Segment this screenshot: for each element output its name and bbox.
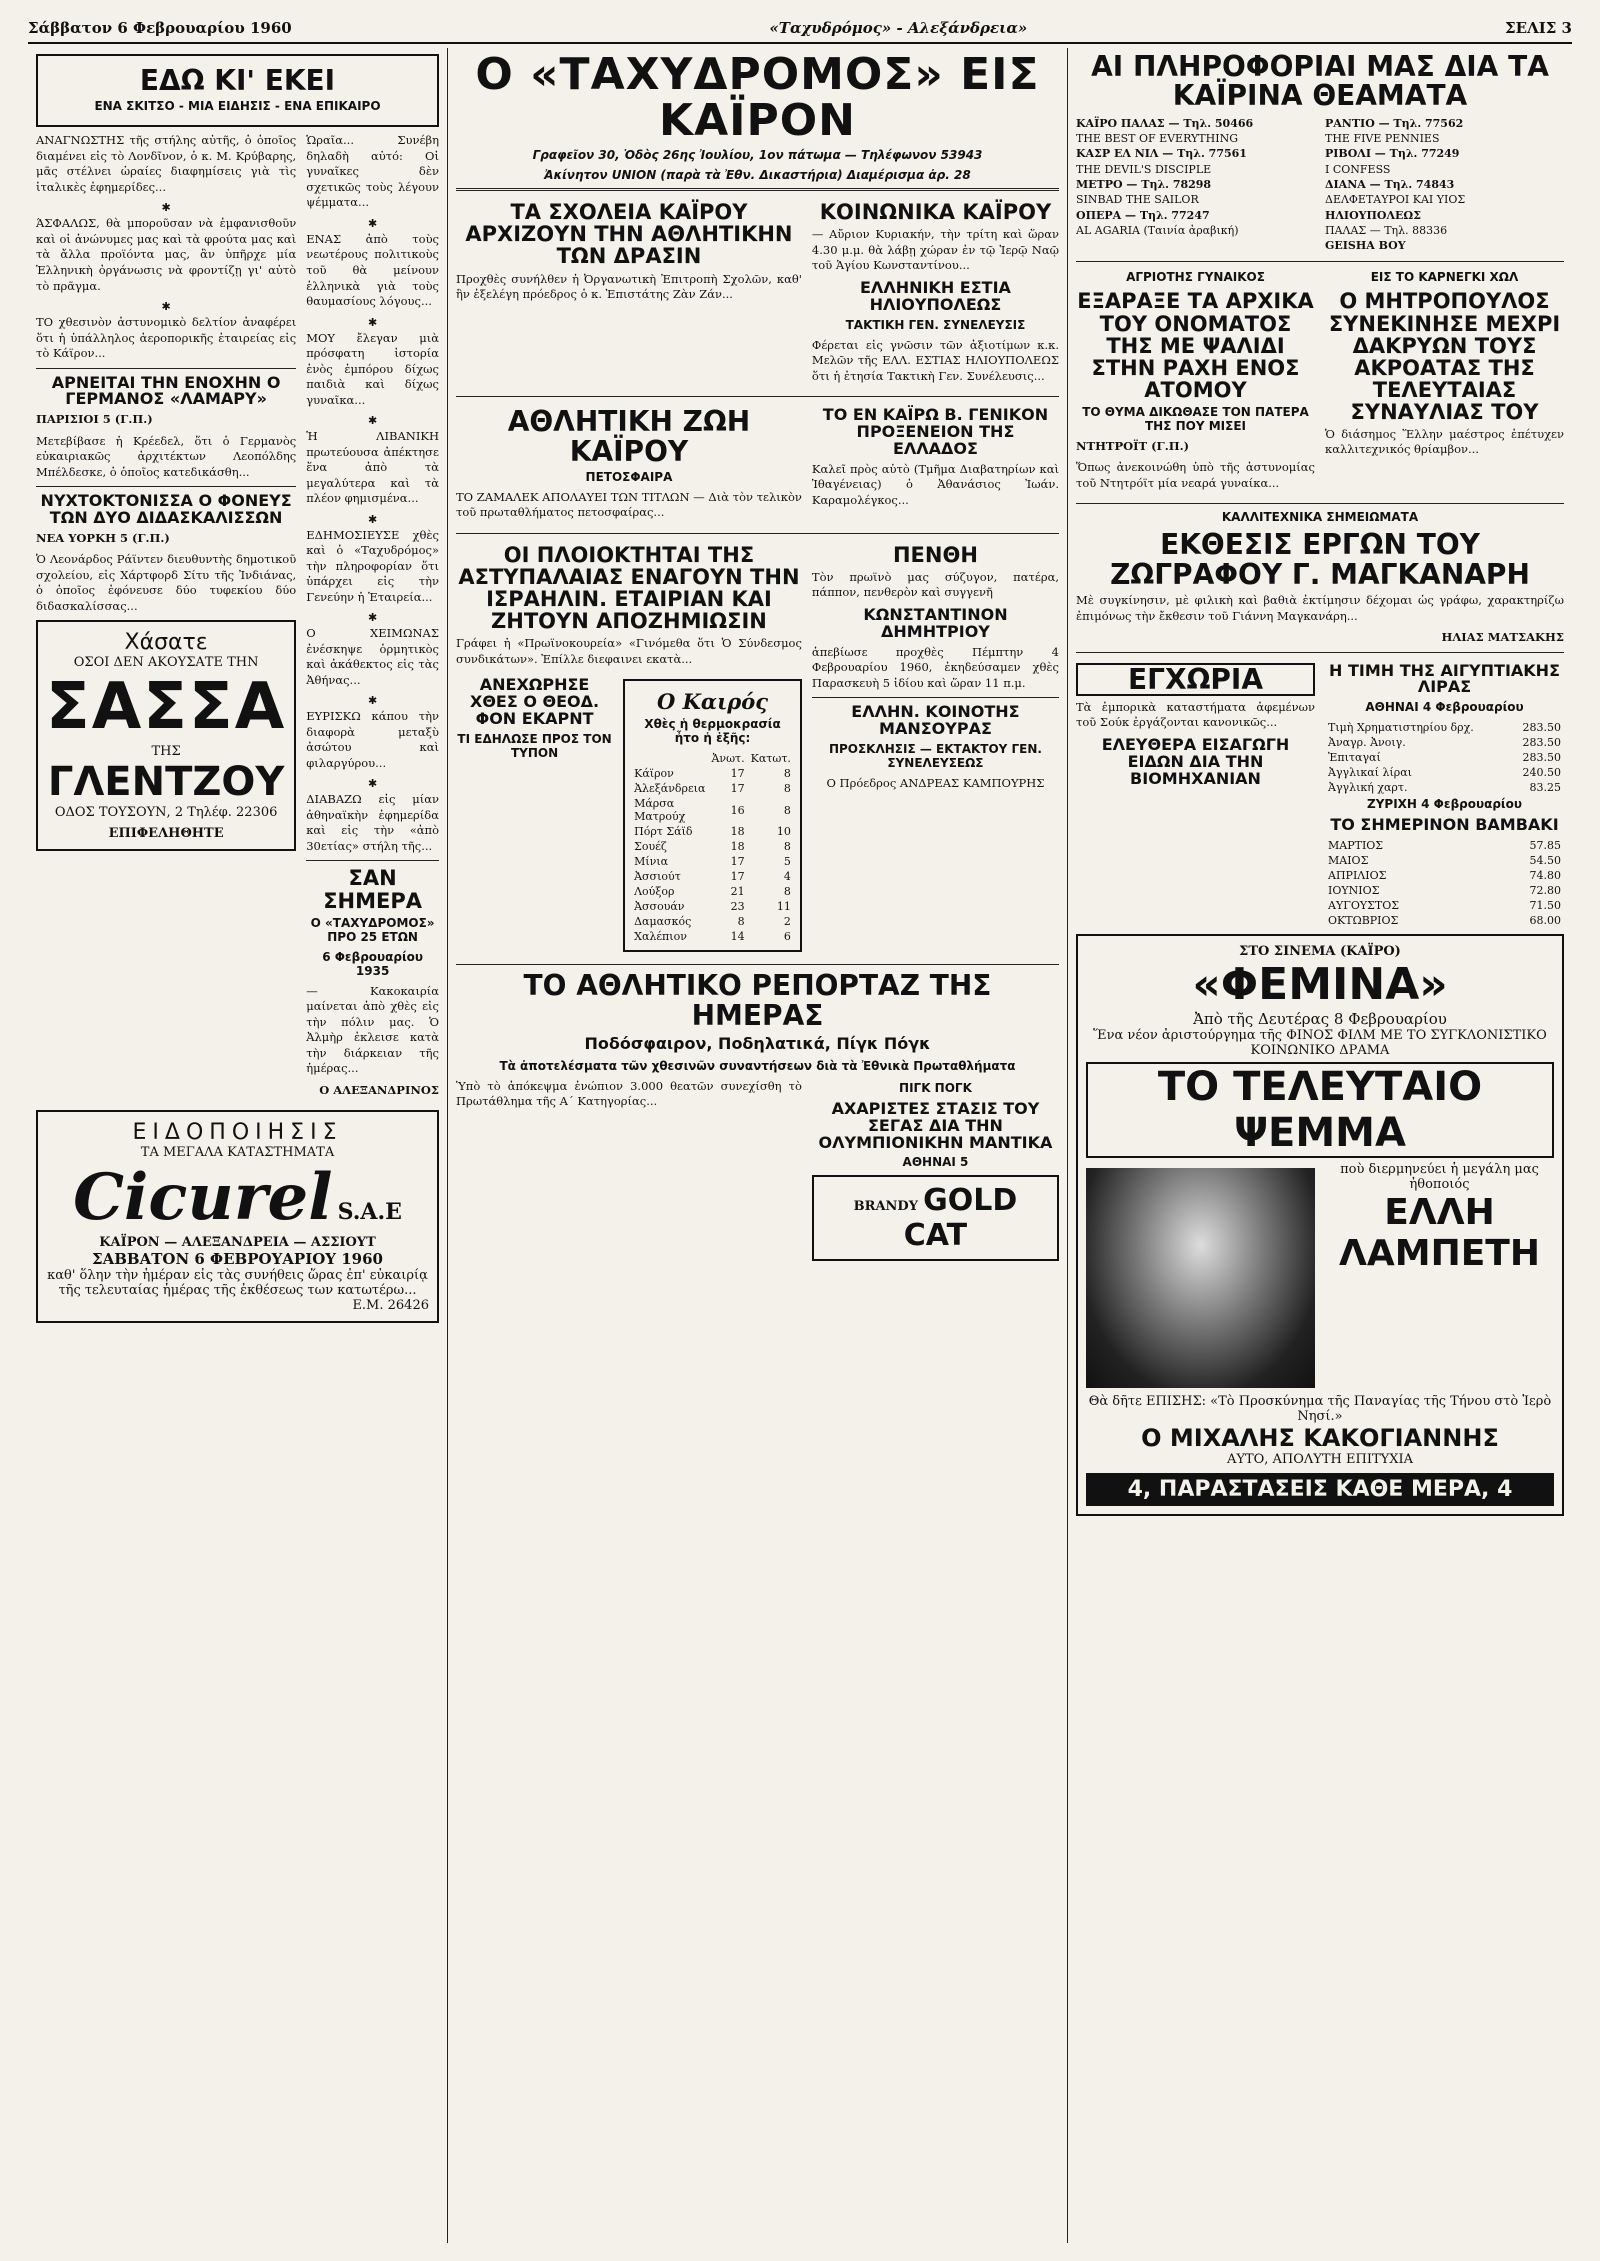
weather-cell: 21 [730, 885, 745, 899]
weather-cell: 17 [730, 782, 745, 796]
headline-estia: ΕΛΛΗΝΙΚΗ ΕΣΤΙΑ ΗΛΙΟΥΠΟΛΕΩΣ [860, 277, 1011, 314]
column-left: ΕΔΩ ΚΙ' ΕΚΕΙ ΕΝΑ ΣΚΙΤΣΟ - ΜΙΑ ΕΙΔΗΣΙΣ - ΕΝΑ ΕΠΙΚΑΙΡΟ ΑΝΑΓΝΩΣΤΗΣ τῆς στήλης αὐτῆς, ὁ ὁποῖος διαμένει εἰς τὸ Λονδῖνον, ὁ κ. Μ. Κρύβαρης, μᾶς στέλνει ὡραίες διαφημίσεις γιὰ τὶς ἰταλικὲς ἐφημερίδες... ✱ ΆΣΦΑΛΩΣ, θὰ μποροῦσαν νὰ ἐμφανισθοῦν καὶ οἱ ἀνώνυμες μας καὶ τὰ φρούτα μας καὶ τὰ ἄλλα προϊόντα μας, ἂν ὑπῆρχε μία Ἑλληνικὴ ὀργάνωσις νὰ φροντίζῃ γι' αὐτὸ τὸ πρᾶγμα. ✱ ΤΟ χθεσινὸν ἀστυνομικὸ δελτίον ἀναφέρει ὅτι ἡ ὑπάλληλος ἀεροπορικῆς ἑταιρείας εἰς τὸ Κάϊρον... ΑΡΝΕΙΤΑΙ ΤΗΝ ΕΝΟΧΗΝ Ο ΓΕΡΜΑΝΟΣ «ΛΑΜΑΡΥ» ΠΑΡΙΣΙΟΙ 5 (Γ.Π.) Μετεβίβασε ἡ Κρέεδελ, ὅτι ὁ Γερμανὸς εὐκαιριακῶς ἀρχιτέκτων Λεοπόλδης Μπέλδεσκε, ὁ ὁποῖος κατεδικάσθη... ΝΥΧΤΟΚΤΟΝΙΣΣΑ Ο ΦΟΝΕΥΣ ΤΩΝ ΔΥΟ ΔΙΔΑΣΚΑΛΙΣΣΩΝ ΝΕΑ ΥΟΡΚΗ 5 (Γ.Π.) Ὁ Λεονάρδος Ράϊντεν διευθυντὴς δημοτικοῦ σχολείου, εἰς Χάρτφορδ Σίτυ τῆς Ἰνδιάνας, ὁ ὁποῖος ἐφόνευσε δύο τυφεκίου δύο διδασκαλίσσας... Χάσατε ΟΣΟΙ ΔΕΝ ΑΚΟΥΣΑΤΕ ΤΗΝ ΣΑΣΣΑ ΤΗΣ ΓΛΕΝΤΖΟΥ ΟΔΟΣ ΤΟΥΣΟΥΝ, 2 Τηλέφ. 22306 ΕΠΙΦΕΛΗΘΗΤΕ Ὡραῖα... Συνέβη δηλαδὴ αὐτό: Οἱ γυναῖκες δὲν σχετικῶς τοὺς λέγουν ψέμματα... ✱ ΕΝΑΣ ἀπὸ τοὺς νεωτέρους πολιτικοὺς τοῦ θὰ μείνουν ἑλληνικὰ γιὰ τοὺς θαυμασίους λόγους... ✱ ΜΟΥ ἔλεγαν μιὰ πρόσφατη ἱστορία ἑνὸς ἐμπόρου δίχως παιδιὰ καὶ δίχως γυναῖκα... ✱ Ἡ ΛΙΒΑΝΙΚΗ πρωτεύουσα ἀπέκτησε ἕνα ἀπὸ τὰ μεγαλύτερα καὶ τὰ πλέον φημισμένα... ✱ ΕΔΗΜΟΣΙΕΥΣΕ χθὲς καὶ ὁ «Ταχυδρόμος» τὴν πληροφορίαν ὅτι ὑπάρχει εἰς τὴν Γενεύην ἡ Ἑταιρεία... ✱ Ο ΧΕΙΜΩΝΑΣ ἐνέσκηψε ὁρμητικὸς καὶ ἀκάθεκτος εἰς τὰς Ἀθήνας... ✱ ΕΥΡΙΣΚΩ κάπου τὴν διαφορὰ μεταξὺ ἀσώτου καὶ φιλαργύρου... ✱ ΔΙΑΒΑΖΩ εἰς μίαν ἀθηναϊκὴν ἐφημερίδα καὶ εἰς τὴν «ἀπὸ 30ετίας» στήλη τῆς... ΣΑΝ ΣΗΜΕΡΑ Ο «ΤΑΧΥΔΡΟΜΟΣ» ΠΡΟ 25 ΕΤΩΝ 6 Φεβρουαρίου 1935 — Κακοκαιρία μαίνεται ἀπὸ χθὲς εἰς τὴν πόλιν μας. Ὁ Ἀλμὴρ ἐκλεισε κατὰ τὴν διάρκειαν τῆς ἡμέρας... Ο ΑΛΕΞΑΝΔΡΙΝΟΣ ΕΙΔΟΠΟΙΗΣΙΣ ΤΑ ΜΕΓΑΛΑ ΚΑΤΑΣΤΗΜΑΤΑ Cicurel S.A.E ΚΑΪΡΟΝ — ΑΛΕΞΑΝΔΡΕΙΑ — ΑΣΣΙΟΥΤ ΣΑΒΒΑΤΟΝ 6 ΦΕΒΡΟΥΑΡΙΟΥ 1960 καθ' ὅλην τὴν ἡμέραν εἰς τὰς συνήθεις ὥρας ἐπ' εὐκαιρίᾳ τῆς τελευταίας ἡμέρας τῆς ἐκθέσεως των κατωτέρω... Ε.Μ. 26426 [28, 48, 448, 2243]
article-paragraph: Ὑπὸ τὸ ἀπόκεψμα ἐνώπιον 3.000 θεατῶν συνεχίσθη τὸ Πρωτάθλημα τῆς Α΄ Κατηγορίας... [456, 1078, 802, 1109]
weather-cell: 18 [730, 825, 745, 839]
lira-title2: ΖΥΡΙΧΗ 4 Φεβρουαρίου [1367, 797, 1522, 812]
cinema-listings [1076, 115, 1564, 256]
cinema-listing: I CONFESS [1325, 162, 1391, 176]
cotton-row [1325, 868, 1564, 883]
edo-title: ΕΔΩ ΚΙ' ΕΚΕΙ [139, 64, 336, 97]
cinema-listing: ΠΑΛΑΣ — Τηλ. 88336 [1325, 223, 1448, 237]
headline-arneitai: ΑΡΝΕΙΤΑΙ ΤΗΝ ΕΝΟΧΗΝ Ο ΓΕΡΜΑΝΟΣ «ΛΑΜΑΡΥ» [51, 372, 281, 409]
cinema-listing: ΚΑΪΡΟ ΠΑΛΑΣ — Τηλ. 50466 [1076, 116, 1254, 130]
article-paragraph: ΜΟΥ ἔλεγαν μιὰ πρόσφατη ἱστορία ἑνὸς ἐμπόρου δίχως παιδιὰ καὶ δίχως γυναῖκα... [306, 330, 439, 407]
san-simera-date: 6 Φεβρουαρίου 1935 [322, 949, 423, 978]
newspaper-page [28, 18, 1572, 2243]
cotton-row [1325, 838, 1564, 853]
weather-cell: Μάρσα Ματρούχ [634, 797, 686, 824]
headline-athlitiki: ΑΘΛΗΤΙΚΗ ΖΩΗ ΚΑΪΡΟΥ [507, 405, 751, 468]
san-simera-sub: Ο «ΤΑΧΥΔΡΟΜΟΣ» ΠΡΟ 25 ΕΤΩΝ [310, 915, 435, 944]
article-paragraph: Ὅπως ἀνεκοινώθη ὑπὸ τῆς ἀστυνομίας τοῦ Ντητρόϊτ μία νεαρά γυναίκα... [1076, 460, 1315, 490]
section-address: Γραφεῖον 30, Ὁδὸς 26ης Ἰουλίου, 1ον πάτωμα — Τηλέφωνον 53943 [532, 148, 983, 163]
cotton-cell: 68.00 [1529, 913, 1561, 927]
ad-line: ΤΗΣ [151, 744, 181, 760]
lira-dateline: ΑΘΗΝΑΙ 4 Φεβρουαρίου [1365, 700, 1524, 715]
ad-line: Χάσατε [124, 630, 208, 656]
cinema-listing: AL AGARIA (Ταινία ἀραβική) [1076, 223, 1239, 237]
ad-top2: ΤΑ ΜΕΓΑΛΑ ΚΑΤΑΣΤΗΜΑΤΑ [140, 1145, 335, 1161]
brandy-label: BRANDY [853, 1199, 918, 1215]
femina-director: Ο ΜΙΧΑΛΗΣ ΚΑΚΟΓΙΑΝΝΗΣ [1141, 1423, 1499, 1452]
weather-row [631, 766, 794, 781]
article-paragraph: ΆΣΦΑΛΩΣ, θὰ μποροῦσαν νὰ ἐμφανισθοῦν καὶ οἱ ἀνώνυμες μας καὶ τὰ φρούτα μας καὶ τὰ ἄλλα προϊόντα μας, ἂν ὑπῆρχε μία Ἑλληνικὴ ὀργάνωσις νὰ φροντίζῃ γι' αὐτὸ τὸ πρᾶγμα. [36, 216, 297, 293]
weather-cell: 14 [730, 930, 745, 944]
karnegki-kicker: ΕΙΣ ΤΟ ΚΑΡΝΕΓΚΙ ΧΩΛ [1370, 270, 1519, 285]
weather-cell: 18 [730, 840, 745, 854]
femina-note: ποὺ διερμηνεύει ἡ μεγάλη μας ἠθοποιός [1340, 1161, 1539, 1192]
weather-cell: 2 [783, 915, 791, 929]
weather-row [631, 824, 794, 839]
weather-cell: 17 [730, 870, 745, 884]
weather-cell: Ἀσσιούτ [634, 870, 681, 884]
ad-sae: S.A.E [337, 1199, 402, 1226]
headline-anexodos: ΑΝΕΧΩΡΗΣΕ ΧΘΕΣ Ο ΘΕΟΔ. ΦΟΝ ΕΚΑΡΝΤ [469, 675, 600, 728]
lira-cell: Τιμὴ Χρηματιστηρίου δρχ. [1328, 721, 1474, 735]
article-paragraph: Ὁ Λεονάρδος Ράϊντεν διευθυντὴς δημοτικοῦ σχολείου, εἰς Χάρτφορδ Σίτυ τῆς Ἰνδιάνας, ὁ ὁποῖος ἐφόνευσε δύο τυφεκίου δύο διδασκαλίσσας... [36, 552, 297, 613]
article-paragraph: ΤΟ χθεσινὸν ἀστυνομικὸ δελτίον ἀναφέρει ὅτι ἡ ὑπάλληλος ἀεροπορικῆς ἑταιρείας εἰς τὸ Κάϊρον... [36, 315, 297, 361]
cinema-listing: SINBAD THE SAILOR [1076, 193, 1199, 207]
article-paragraph: — Αὔριον Κυριακήν, τὴν τρίτη καὶ ὥραν 4.30 μ.μ. θὰ λάβῃ χώραν ἐν τῷ Ἱερῷ Ναῷ τοῦ Ἁγίου Κωνσταντίνου... [811, 227, 1059, 273]
cotton-cell: 74.80 [1529, 868, 1561, 882]
headline-lira: Η ΤΙΜΗ ΤΗΣ ΑΙΓΥΠΤΙΑΚΗΣ ΛΙΡΑΣ [1329, 660, 1560, 697]
header-page: ΣΕΛΙΣ 3 [1505, 19, 1572, 37]
article-paragraph: Τὰ ἐμπορικὰ καταστήματα ἀφεμένων τοῦ Σούκ ἐργάζονται κανονικῶς... [1076, 699, 1315, 730]
femina-desc: Ἕνα νέον ἀριστούργημα τῆς ΦΙΝΟΣ ΦΙΛΜ ΜΕ ΤΟ ΣΥΓΚΛΟΝΙΣΤΙΚΟ ΚΟΙΝΩΝΙΚΟ ΔΡΑΜΑ [1093, 1027, 1547, 1058]
article-paragraph: ΤΟ ΖΑΜΑΛΕΚ ΑΠΟΛΑΥΕΙ ΤΩΝ ΤΙΤΛΩΝ — Διὰ τὸν τελικὸν τοῦ πρωταθλήματος πετοσφαίρας... [456, 489, 802, 520]
weather-cell: Λούξορ [634, 885, 675, 899]
lira-row [1325, 720, 1564, 735]
lira-cell: Ἀγγλική χαρτ. [1328, 781, 1408, 795]
femina-shows: 4, ΠΑΡΑΣΤΑΣΕΙΣ ΚΑΘΕ ΜΕΡΑ, 4 [1086, 1473, 1554, 1506]
cinema-listing: ΚΑΣΡ ΕΛ ΝΙΛ — Τηλ. 77561 [1076, 147, 1247, 161]
actress-photo [1086, 1168, 1315, 1388]
cicurel-logo: Cicurel [73, 1160, 333, 1236]
cinema-listing: ΜΕΤΡΟ — Τηλ. 78298 [1076, 177, 1212, 191]
dateline: ΝΕΑ ΥΟΡΚΗ 5 (Γ.Π.) [36, 530, 170, 545]
article-paragraph: ΑΝΑΓΝΩΣΤΗΣ τῆς στήλης αὐτῆς, ὁ ὁποῖος διαμένει εἰς τὸ Λονδῖνον, ὁ κ. Μ. Κρύβαρης, μᾶς στέλνει ὡραίες διαφημίσεις γιὰ τὶς ἰταλικὲς ἐφημερίδες... [36, 133, 297, 194]
weather-cell: 23 [730, 900, 745, 914]
article-paragraph: Προχθὲς συνήλθεν ἡ Ὀργανωτικὴ Ἐπιτροπὴ Σχολῶν, καθ' ἣν ἐξελέγη πρόεδρος ὁ κ. Ἐπιστάτης Ζὰν Ζάν... [456, 271, 802, 302]
lira-row [1325, 780, 1564, 795]
cinema-listing: ΡΑΝΤΙΟ — Τηλ. 77562 [1325, 116, 1464, 130]
article-paragraph: Τὸν πρωϊνὸ μας σύζυγον, πατέρα, πάππον, πενθερὸν καὶ συγγενῆ [811, 569, 1059, 600]
ad-top: ΕΙΔΟΠΟΙΗΣΙΣ [132, 1120, 343, 1146]
headline-pingpong: ΠΙΓΚ ΠΟΓΚ [899, 1080, 972, 1095]
weather-title: Ο Καιρός [657, 689, 768, 715]
cinema-listing: ΔΕΛΦΕΤΑΥΡΟΙ ΚΑΙ ΥΙΟΣ [1325, 193, 1466, 207]
ad-cicurel [36, 1110, 439, 1323]
sefga-dateline: ΑΘΗΝΑΙ 5 [902, 1155, 969, 1170]
lira-cell: Ἀναγρ. Ἀνοιγ. [1328, 736, 1406, 750]
weather-cell: 11 [776, 900, 791, 914]
cinema-listing: ΟΠΕΡΑ — Τηλ. 77247 [1076, 208, 1210, 222]
brandy-name: GOLD CAT [903, 1183, 1018, 1254]
cotton-cell: 71.50 [1529, 898, 1561, 912]
article-paragraph: ἀπεβίωσε προχθὲς Πέμπτην 4 Φεβρουαρίου 1960, ἐκηδεύσαμεν χθὲς Παρασκευὴ 5 ἰδίου καὶ ὥραν 11 π.μ. [811, 644, 1059, 690]
weather-cell: 4 [783, 870, 791, 884]
cotton-cell: ΑΠΡΙΛΙΟΣ [1328, 868, 1387, 882]
article-paragraph: Μετεβίβασε ἡ Κρέεδελ, ὅτι ὁ Γερμανὸς εὐκαιριακῶς ἀρχιτέκτων Λεοπόλδης Μπέλδεσκε, ὁ ὁποῖος κατεδικάσθη... [36, 433, 297, 479]
weather-col-header [631, 751, 708, 766]
article-paragraph: ΕΔΗΜΟΣΙΕΥΣΕ χθὲς καὶ ὁ «Ταχυδρόμος» τὴν πληροφορίαν ὅτι ὑπάρχει εἰς τὴν Γενεύην ἡ Ἑταιρεία... [306, 527, 439, 604]
weather-cell: Ἀλεξάνδρεια [634, 782, 706, 796]
signature: ΗΛΙΑΣ ΜΑΤΣΑΚΗΣ [1441, 630, 1564, 645]
weather-cell: Πόρτ Σάϊδ [634, 825, 693, 839]
weather-cell: 8 [783, 840, 791, 854]
koinotis-sign: Ο Πρόεδρος ΑΝΔΡΕΑΣ ΚΑΜΠΟΥΡΗΣ [826, 775, 1045, 790]
weather-cell: Ἀσσουάν [634, 900, 685, 914]
weather-cell: 10 [776, 825, 791, 839]
cotton-row [1325, 853, 1564, 868]
cotton-cell: ΟΚΤΩΒΡΙΟΣ [1328, 913, 1399, 927]
ekseraze-sub: ΤΟ ΘΥΜΑ ΔΙΚΩΘΑΣΕ ΤΟΝ ΠΑΤΕΡΑ ΤΗΣ ΠΟΥ ΜΙΣΕΙ [1082, 404, 1309, 433]
cotton-cell: ΜΑΡΤΙΟΣ [1328, 838, 1384, 852]
deceased-name: ΚΩΝΣΤΑΝΤΙΝΟΝ ΔΗΜΗΤΡΙΟΥ [863, 605, 1008, 641]
cinema-listing: THE BEST OF EVERYTHING [1076, 132, 1238, 146]
weather-col-header: Κατωτ. [750, 752, 791, 766]
ad-date: ΣΑΒΒΑΤΟΝ 6 ΦΕΒΡΟΥΑΡΙΟΥ 1960 [92, 1250, 383, 1269]
ad-cities: ΚΑΪΡΟΝ — ΑΛΕΞΑΝΔΡΕΙΑ — ΑΣΣΙΟΥΤ [99, 1235, 376, 1251]
cotton-cell: 57.85 [1529, 838, 1561, 852]
weather-cell: Δαμασκός [634, 915, 692, 929]
ad-femina [1076, 934, 1564, 1516]
header-date: Σάββατον 6 Φεβρουαρίου 1960 [28, 19, 292, 37]
weather-cell: 8 [737, 915, 745, 929]
weather-box [623, 679, 802, 952]
weather-sub: Χθὲς ἡ θερμοκρασία ἦτο ἡ ἑξῆς: [644, 717, 781, 746]
lira-cell: 240.50 [1522, 766, 1561, 780]
edo-header-box [36, 54, 439, 127]
dateline: ΠΑΡΙΣΙΟΙ 5 (Γ.Π.) [36, 412, 153, 427]
ad-brandy [812, 1175, 1059, 1261]
weather-row [631, 781, 794, 796]
femina-film: ΤΟ ΤΕΛΕΥΤΑΙΟ ΨΕΜΜΑ [1086, 1062, 1554, 1158]
article-paragraph: Μὲ συγκίνησιν, μὲ φιλικὴ καὶ βαθιὰ ἐκτίμησιν δέχομαι ὡς γράφω, χαρακτηρίζω ἐπιμόνως τὴν ἔκθεσιν τοῦ Γιάννη Μαγκανάρη... [1076, 593, 1564, 623]
femina-director-sub: ΑΥΤΟ, ΑΠΟΛΥΤΗ ΕΠΙΤΥΧΙΑ [1226, 1451, 1414, 1467]
weather-row [631, 854, 794, 869]
headline-genikon: ΤΟ ΕΝ ΚΑΪΡΩ Β. ΓΕΝΙΚΟΝ ΠΡΟΞΕΝΕΙΟΝ ΤΗΣ ΕΛΛΑΔΟΣ [822, 405, 1049, 458]
lira-cell: Ἀγγλικαί λίραι [1328, 766, 1412, 780]
ad-name2: ΓΛΕΝΤΖΟΥ [47, 759, 285, 806]
cinema-listing: ΗΛΙΟΥΠΟΛΕΩΣ [1325, 208, 1421, 222]
weather-cell: Μίνια [634, 855, 669, 869]
cotton-cell: ΜΑΙΟΣ [1328, 853, 1369, 867]
cotton-cell: 54.50 [1529, 853, 1561, 867]
femina-top: ΣΤΟ ΣΙΝΕΜΑ (ΚΑΪΡΟ) [1239, 943, 1401, 959]
column-middle [448, 48, 1068, 2243]
headline-plioktites: ΟΙ ΠΛΟΙΟΚΤΗΤΑΙ ΤΗΣ ΑΣΤΥΠΑΛΑΙΑΣ ΕΝΑΓΟΥΝ ΤΗΝ ΙΣΡΑΗΛΙΝ. ΕΤΑΙΡΙΑΝ ΚΑΙ ΖΗΤΟΥΝ ΑΠΟΖΗΜΙΩΣΙΝ [458, 542, 800, 634]
headline-egxoria: ΕΓΧΩΡΙΑ [1076, 663, 1315, 696]
headline-plirofories: ΑΙ ΠΛΗΡΟΦΟΡΙΑΙ ΜΑΣ ΔΙΑ ΤΑ ΚΑΪΡΙΝΑ ΘΕΑΜΑΤΑ [1091, 50, 1549, 113]
column-right [1068, 48, 1572, 2243]
dateline: ΝΤΗΤΡΟΪΤ (Γ.Π.) [1076, 438, 1190, 453]
article-paragraph: ΕΝΑΣ ἀπὸ τοὺς νεωτέρους πολιτικοὺς τοῦ θὰ μείνουν ἑλληνικὰ γιὰ τοὺς θαυμασίους λόγους... [306, 231, 439, 309]
section-address: Ἀκίνητον UNION (παρὰ τὰ Ἐθν. Δικαστήρια) Διαμέρισμα ἀρ. 28 [544, 168, 971, 183]
femina-also: Θὰ δῆτε ΕΠΙΣΗΣ: «Τὸ Προσκύνημα τῆς Παναγίας τῆς Τήνου στὸ Ἱερὸ Νησί.» [1088, 1393, 1552, 1424]
weather-cell: 8 [783, 767, 791, 781]
signature: Ο ΑΛΕΞΑΝΔΡΙΝΟΣ [319, 1082, 439, 1097]
cinema-listing: ΔΙΑΝΑ — Τηλ. 74843 [1325, 177, 1455, 191]
femina-name: «ΦΕΜΙΝΑ» [1192, 958, 1448, 1010]
lira-row [1325, 735, 1564, 750]
headline-sefga: ΑΧΑΡΙΣΤΕΣ ΣΤΑΣΙΣ ΤΟΥ ΣΕΓΑΣ ΔΙΑ ΤΗΝ ΟΛΥΜΠΙΟΝΙΚΗΝ ΜΑΝΤΙΚΑ [818, 1098, 1053, 1152]
headline-ektheseis: ΕΚΘΕΣΙΣ ΕΡΓΩΝ ΤΟΥ ΖΩΓΡΑΦΟΥ Γ. ΜΑΓΚΑΝΑΡΗ [1110, 528, 1530, 591]
headline-penthi: ΠΕΝΘΗ [892, 542, 978, 567]
headline-ekseraze: ΕΞΑΡΑΞΕ ΤΑ ΑΡΧΙΚΑ ΤΟΥ ΟΝΟΜΑΤΟΣ ΤΗΣ ΜΕ ΨΑΛΙΔΙ ΣΤΗΝ ΡΑΧΗ ΕΝΟΣ ΑΤΟΜΟΥ [1077, 289, 1314, 402]
edo-subtitle: ΕΝΑ ΣΚΙΤΣΟ - ΜΙΑ ΕΙΔΗΣΙΣ - ΕΝΑ ΕΠΙΚΑΙΡΟ [94, 99, 381, 114]
weather-row [631, 839, 794, 854]
article-paragraph: Ὁ διάσημος Ἕλλην μαέστρος ἐπέτυχεν καλλιτεχνικός θρίαμβον... [1325, 426, 1564, 457]
cinema-listing: GEISHA BOY [1325, 239, 1406, 253]
san-simera-title: ΣΑΝ ΣΗΜΕΡΑ [323, 866, 423, 913]
article-paragraph: Ὡραῖα... Συνέβη δηλαδὴ αὐτό: Οἱ γυναῖκες δὲν σχετικῶς τοὺς λέγουν ψέμματα... [306, 133, 439, 210]
lira-table [1325, 720, 1564, 795]
article-paragraph: ΔΙΑΒΑΖΩ εἰς μίαν ἀθηναϊκὴν ἐφημερίδα καὶ εἰς τὴν «ἀπὸ 30ετίας» στήλη τῆς... [306, 792, 439, 853]
femina-date: Ἀπὸ τῆς Δευτέρας 8 Φεβρουαρίου [1193, 1009, 1447, 1028]
cinema-listing: THE FIVE PENNIES [1325, 132, 1440, 146]
anexodos-sub: ΤΙ ΕΔΗΛΩΣΕ ΠΡΟΣ ΤΟΝ ΤΥΠΟΝ [457, 731, 612, 760]
cinema-listing: THE DEVIL'S DISCIPLE [1076, 162, 1212, 176]
femina-actress: ΕΛΛΗ ΛΑΜΠΕΤΗ [1339, 1191, 1540, 1274]
weather-cell: Χαλέπιον [634, 930, 687, 944]
ad-name: ΣΑΣΣΑ [46, 670, 287, 745]
weather-table [631, 751, 794, 944]
weather-cell: Κάϊρον [634, 767, 674, 781]
cotton-cell: ΙΟΥΝΙΟΣ [1328, 883, 1380, 897]
article-paragraph: Καλεῖ πρὸς αὐτὸ (Τμῆμα Διαβατηρίων καὶ Ἰθαγένειας) ὁ Ἀθανάσιος Ἰωάν. Καραμολέγκος... [811, 461, 1059, 507]
headline-eleftheria: ΕΛΕΥΘΕΡΑ ΕΙΣΑΓΩΓΗ ΕΙΔΩΝ ΔΙΑ ΤΗΝ ΒΙΟΜΗΧΑΝΙΑΝ [1101, 734, 1290, 788]
headline-reportaz: ΤΟ ΑΘΛΗΤΙΚΟ ΡΕΠΟΡΤΑΖ ΤΗΣ ΗΜΕΡΑΣ [523, 969, 992, 1032]
lira-cell: 283.50 [1522, 721, 1561, 735]
headline-koinotis: ΕΛΛΗΝ. ΚΟΙΝΟΤΗΣ ΜΑΝΣΟΥΡΑΣ [851, 702, 1020, 738]
cotton-row [1325, 883, 1564, 898]
lira-row [1325, 750, 1564, 765]
headline-koinonika: ΚΟΙΝΩΝΙΚΑ ΚΑΪΡΟΥ [819, 200, 1052, 225]
weather-row [631, 929, 794, 944]
article-paragraph: Ο ΧΕΙΜΩΝΑΣ ἐνέσκηψε ὁρμητικὸς καὶ ἀκάθεκτος εἰς τὰς Ἀθήνας... [306, 626, 439, 687]
weather-cell: 8 [783, 885, 791, 899]
headline-vamvaki: ΤΟ ΣΗΜΕΡΙΝΟΝ ΒΑΜΒΑΚΙ [1330, 815, 1559, 835]
weather-cell: 17 [730, 855, 745, 869]
weather-cell: 8 [783, 782, 791, 796]
estia-sub: ΤΑΚΤΙΚΗ ΓΕΝ. ΣΥΝΕΛΕΥΣΙΣ [845, 317, 1026, 332]
cotton-row [1325, 898, 1564, 913]
ad-text: καθ' ὅλην τὴν ἡμέραν εἰς τὰς συνήθεις ὥρας ἐπ' εὐκαιρίᾳ τῆς τελευταίας ἡμέρας τῆς ἐκθέσεως των κατωτέρω... [47, 1268, 428, 1299]
page-header [28, 18, 1572, 44]
headline-mitropoulos: Ο ΜΗΤΡΟΠΟΥΛΟΣ ΣΥΝΕΚΙΝΗΣΕ ΜΕΧΡΙ ΔΑΚΡΥΩΝ ΤΟΥΣ ΑΚΡΟΑΤΑΣ ΤΗΣ ΤΕΛΕΥΤΑΙΑΣ ΣΥΝΑΥΛΙΑΣ ΤΟΥ [1328, 289, 1561, 424]
header-paper: «Ταχυδρόμος» - Αλεξάνδρεια» [769, 19, 1028, 37]
athl-sub: ΠΕΤΟΣΦΑΙΡΑ [585, 469, 673, 484]
weather-row [631, 869, 794, 884]
ad-sassa [36, 620, 296, 851]
weather-cell: 6 [783, 930, 791, 944]
weather-cell: 8 [783, 803, 791, 817]
weather-row [631, 884, 794, 899]
ad-code: Ε.Μ. 26426 [352, 1298, 429, 1314]
weather-col-header: Ἀνωτ. [711, 752, 745, 766]
weather-cell: 5 [783, 855, 791, 869]
lira-cell: 283.50 [1522, 736, 1561, 750]
cotton-cell: 72.80 [1529, 883, 1561, 897]
koinotis-sub: ΠΡΟΣΚΛΗΣΙΣ — ΕΚΤΑΚΤΟΥ ΓΕΝ. ΣΥΝΕΛΕΥΣΕΩΣ [828, 741, 1042, 770]
ad-line: ΟΣΟΙ ΔΕΝ ΑΚΟΥΣΑΤΕ ΤΗΝ [73, 655, 259, 671]
weather-cell: 16 [730, 803, 745, 817]
cotton-cell: ΑΥΓΟΥΣΤΟΣ [1328, 898, 1400, 912]
cotton-row [1325, 913, 1564, 928]
ad-address: ΟΔΟΣ ΤΟΥΣΟΥΝ, 2 Τηλέφ. 22306 [54, 805, 278, 821]
cotton-table [1325, 838, 1564, 928]
agriotis-kicker: ΑΓΡΙΟΤΗΣ ΓΥΝΑΙΚΟΣ [1126, 270, 1265, 285]
lira-row [1325, 765, 1564, 780]
article-paragraph: Γράφει ἡ «Πρωϊνοκουρεία» «Γινόμεθα ὅτι Ὁ Σύνδεσμος συνδικάτων». Ἐπίλλε διεφαινει εκατὰ... [456, 636, 802, 666]
section-title: Ο «ΤΑΧΥΔΡΟΜΟΣ» ΕΙΣ ΚΑΪΡΟΝ [475, 49, 1040, 147]
weather-cell: Σουέζ [634, 840, 667, 854]
lira-cell: Ἐπιταγαί [1328, 751, 1381, 765]
kallitexnika-kicker: ΚΑΛΛΙΤΕΧΝΙΚΑ ΣΗΜΕΙΩΜΑΤΑ [1221, 510, 1419, 525]
weather-row [631, 914, 794, 929]
lira-cell: 83.25 [1529, 781, 1561, 795]
weather-row [631, 796, 794, 824]
headline-nyxtoktonissa: ΝΥΧΤΟΚΤΟΝΙΣΣΑ Ο ΦΟΝΕΥΣ ΤΩΝ ΔΥΟ ΔΙΔΑΣΚΑΛΙΣΣΩΝ [40, 491, 292, 528]
weather-row [631, 899, 794, 914]
cinema-listing: ΡΙΒΟΛΙ — Τηλ. 77249 [1325, 147, 1460, 161]
article-paragraph: ΕΥΡΙΣΚΩ κάπου τὴν διαφορὰ μεταξὺ ἀσώτου καὶ φιλαργύρου... [306, 709, 439, 770]
article-paragraph: Φέρεται εἰς γνῶσιν τῶν ἀξιοτίμων κ.κ. Μελῶν τῆς ΕΛΛ. ΕΣΤΙΑΣ ΗΛΙΟΥΠΟΛΕΩΣ ὅτι ἡ ἐτησία Τακτικὴ Γεν. Συνέλευσις... [811, 337, 1059, 383]
article-paragraph: Ἡ ΛΙΒΑΝΙΚΗ πρωτεύουσα ἀπέκτησε ἕνα ἀπὸ τὰ μεγαλύτερα καὶ τὰ πλέον φημισμένα... [306, 429, 439, 506]
lira-cell: 283.50 [1522, 751, 1561, 765]
reportaz-sub2: Τὰ ἀποτελέσματα τῶν χθεσινῶν συναντήσεων διὰ τὰ Ἐθνικὰ Πρωταθλήματα [499, 1058, 1016, 1073]
ad-cta: ΕΠΙΦΕΛΗΘΗΤΕ [108, 826, 224, 842]
reportaz-sub: Ποδόσφαιρον, Ποδηλατικά, Πίγκ Πόγκ [584, 1033, 931, 1053]
headline-sxoleia: ΤΑ ΣΧΟΛΕΙΑ ΚΑΪΡΟΥ ΑΡΧΙΖΟΥΝ ΤΗΝ ΑΘΛΗΤΙΚΗΝ ΤΩΝ ΔΡΑΣΙΝ [465, 200, 793, 269]
san-simera-text: — Κακοκαιρία μαίνεται ἀπὸ χθὲς εἰς τὴν πόλιν μας. Ὁ Ἀλμὴρ ἐκλεισε κατὰ τὴν διάρκειαν τῆς ἡμέρας... [306, 983, 439, 1076]
weather-cell: 17 [730, 767, 745, 781]
